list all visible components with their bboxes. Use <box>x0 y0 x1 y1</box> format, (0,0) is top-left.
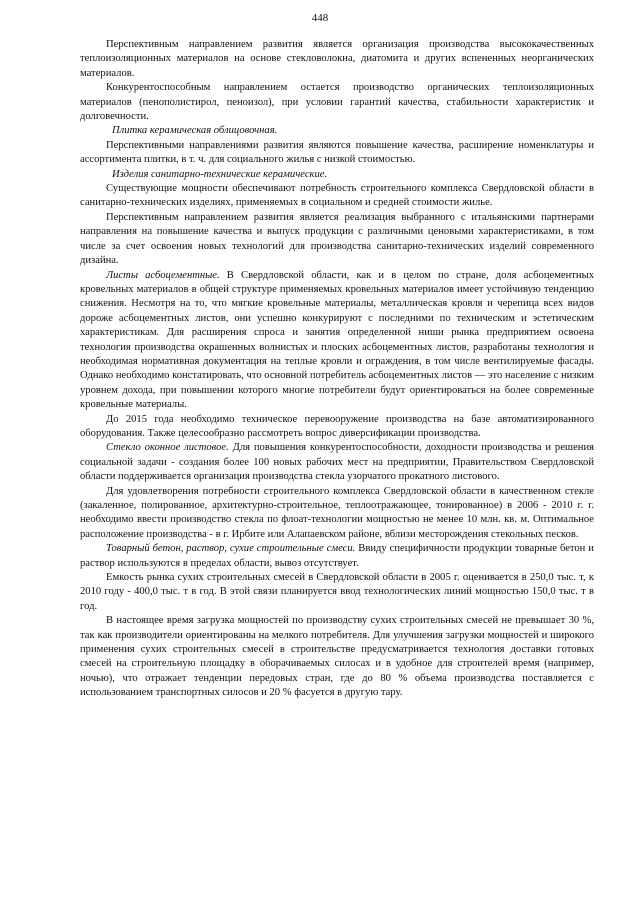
paragraph-text: Ввиду специфичности продукции товарные бетон и раствор используются в пределах области, вывоз отсутствует. <box>80 543 594 569</box>
paragraph: Перспективным направлением развития является организация производства высококачественных теплоизоляционных материалов на основе стекловолокна, диатомита и других вспененных неорганических материалов. <box>80 39 594 79</box>
paragraph: Перспективным направлением развития является реализация выбранного с итальянскими партнерами направления на повышение качества и выпуск продукции с различными ценовыми характеристиками, в том числе за счет освоения новых технологий для производства санитарно-технических изделий современного дизайна. <box>80 211 594 267</box>
section-heading: Плитка керамическая облицовочная. <box>112 125 278 137</box>
paragraph: В настоящее время загрузка мощностей по производству сухих строительных смесей не превышает 30 %, так как производители ориентированы на мелкого потребителя. Для улучшения загрузки мощностей и широкого применения сухих строительных смесей в строительстве предусматривается технология доставки готовых смесей на строительную площадку в оборачиваемых силосах и в удобное для строителей время (например, ночью), что отражает тенденции передовых стран, где до 80 % объема производства поставляется с использованием транспортных силосов и 20 % фасуется в другую тару. <box>80 615 594 699</box>
page-number: 448 <box>311 12 329 24</box>
paragraph: Емкость рынка сухих строительных смесей в Свердловской области в 2005 г. оценивается в 250,0 тыс. т, к 2010 году - 400,0 тыс. т в год. В этой связи планируется ввод технологических линий мощностью 150,0 тыс. т в год. <box>80 572 594 612</box>
inline-heading: Листы асбоцементные. <box>106 269 220 281</box>
paragraph: До 2015 года необходимо техническое перевооружение производства на базе автоматизированного оборудования. Также целесообразно рассмотреть вопрос диверсификации производства. <box>80 413 594 439</box>
paragraph <box>80 269 594 413</box>
inline-heading: Товарный бетон, раствор, сухие строительные смеси. <box>106 543 356 555</box>
inline-heading: Стекло оконное листовое. <box>106 442 229 454</box>
paragraph: Перспективными направлениями развития являются повышение качества, расширение номенклатуры и ассортимента плитки, в т. ч. для социального жилья с низкой стоимостью. <box>80 139 594 166</box>
paragraph-text: В Свердловской области, как и в целом по стране, доля асбоцементных кровельных материалов в общей структуре применяемых кровельных материалов имеет устойчивую тенденцию снижения. Несмотря на то, что мягкие кровельные материалы, металлическая кровля и черепица всех видов дороже асбоцементных листов, они успешно конкурируют с последними по техническим и эстетическим характеристикам. Для расширения спроса и занятия определенной ниши рынка предприятием освоена технология производства окрашенных волнистых и плоских асбоцементных листов, разработаны технология и необходимая нормативная документация на теплые кровли и ограждения, в том числе вентилируемые фасады. Однако необходимо констатировать, что основной потребитель асбоцементных листов — это население с низким уровнем дохода, при повышении которого многие потребители будут ориентироваться на более современные кровельные материалы. <box>80 269 595 411</box>
section-heading: Изделия санитарно-технические керамические. <box>112 168 328 180</box>
document-body <box>80 38 594 701</box>
paragraph-text: Для повышения конкурентоспособности, доходности производства и решения социальной задачи - создания более 100 новых рабочих мест на предприятии, Правительством Свердловской области поддерживается организация производства стекла узорчатого прокатного листового. <box>80 442 594 483</box>
paragraph: Для удовлетворения потребности строительного комплекса Свердловской области в качественном стекле (закаленное, полированное, архитектурно-строительное, теплоотражающее, тонированное) в 2006 - 2010 г. г. необходимо ввести производство стекла по флоат-технологии мощностью не менее 10 млн. кв. м. Оптимальное расположение производства - в г. Ирбите или Алапаевском районе, вблизи месторождения стекольных песков. <box>80 485 594 540</box>
paragraph: Существующие мощности обеспечивают потребность строительного комплекса Свердловской области в санитарно-технических изделиях, применяемых в социальном и средней стоимости жилье. <box>80 183 594 209</box>
paragraph <box>80 441 594 484</box>
paragraph <box>80 542 594 571</box>
paragraph: Конкурентоспособным направлением остается производство органических теплоизоляционных материалов (пенополистирол, пеноизол), при условии гарантий качества, стабильности характеристик и долговечности. <box>80 82 594 123</box>
